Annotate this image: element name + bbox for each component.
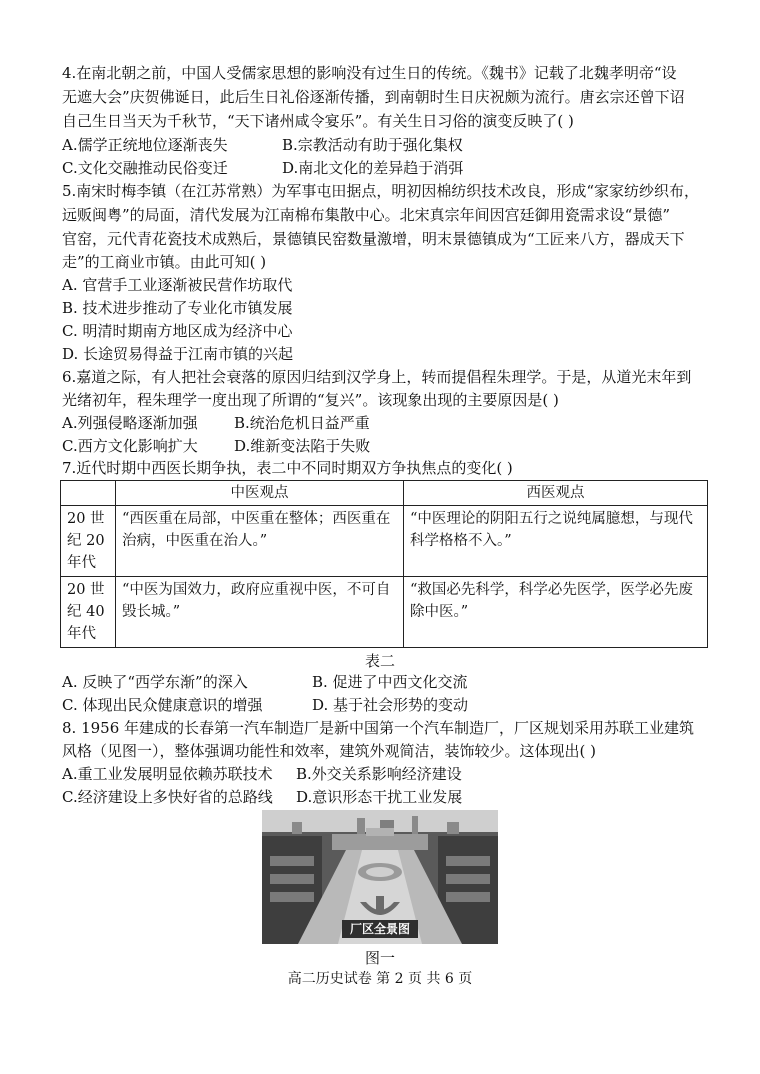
table-row — [61, 577, 708, 648]
table-2 — [60, 480, 708, 648]
q5-line-1: 5.南宋时梅李镇（在江苏常熟）为军事屯田据点，明初因棉纺织技术改良，形成“家家纺纱织布， — [62, 182, 699, 200]
q7-options-row-2 — [62, 696, 468, 714]
table-header-row — [61, 481, 708, 506]
q4-option-d: D.南北文化的差异趋于消弭 — [282, 159, 464, 177]
q4-options-row-2 — [62, 159, 463, 177]
table-zhongyi-cell: “西医重在局部，中医重在整体；西医重在治病，中医重在治人。” — [116, 506, 404, 577]
table-xiyi-cell: “中医理论的阴阳五行之说纯属臆想，与现代科学格格不入。” — [404, 506, 708, 577]
q5-option-a: A. 官营手工业逐渐被民营作坊取代 — [62, 276, 293, 294]
q4-line-3: 自己生日当天为千秋节，“天下诸州咸令宴乐”。有关生日习俗的演变反映了( ) — [62, 112, 574, 130]
q5-option-c: C. 明清时期南方地区成为经济中心 — [62, 322, 293, 340]
q5-option-b: B. 技术进步推动了专业化市镇发展 — [62, 299, 293, 317]
photo-label: 厂区全景图 — [349, 922, 410, 936]
table-xiyi-cell: “救国必先科学，科学必先医学，医学必先废除中医。” — [404, 577, 708, 648]
table-period-cell: 20 世纪 40 年代 — [61, 577, 116, 648]
q7-stem: 7.近代时期中西医长期争执，表二中不同时期双方争执焦点的变化( ) — [62, 459, 513, 477]
q6-option-b: B.统治危机日益严重 — [234, 414, 370, 432]
table-zhongyi-cell: “中医为国效力，政府应重视中医，不可自毁长城。” — [116, 577, 404, 648]
q7-option-b: B. 促进了中西文化交流 — [312, 673, 468, 691]
q4-line-1: 4.在南北朝之前，中国人受儒家思想的影响没有过生日的传统。《魏书》记载了北魏孝明帝“设 — [62, 64, 677, 82]
table-period-cell: 20 世纪 20 年代 — [61, 506, 116, 577]
q8-options-row-2 — [62, 788, 462, 806]
table-header-xiyi: 西医观点 — [404, 481, 708, 506]
q8-option-c: C.经济建设上多快好省的总路线 — [62, 788, 273, 806]
q8-line-1: 8. 1956 年建成的长春第一汽车制造厂是新中国第一个汽车制造厂，厂区规划采用苏联工业建筑 — [62, 719, 695, 737]
q6-option-c: C.西方文化影响扩大 — [62, 437, 198, 455]
q4-options-row-1 — [62, 136, 463, 154]
table-row — [61, 506, 708, 577]
q7-option-d: D. 基于社会形势的变动 — [312, 696, 469, 714]
q7-option-a: A. 反映了“西学东渐”的深入 — [62, 673, 248, 691]
q7-option-c: C. 体现出民众健康意识的增强 — [62, 696, 263, 714]
q6-line-2: 光绪初年，程朱理学一度出现了所谓的“复兴”。该现象出现的主要原因是( ) — [62, 391, 559, 409]
q7-options-row-1 — [62, 673, 468, 691]
q8-line-2: 风格（见图一），整体强调功能性和效率，建筑外观简洁，装饰较少。这体现出( ) — [62, 742, 596, 760]
table-header-blank — [61, 481, 116, 506]
q4-option-a: A.儒学正统地位逐渐丧失 — [62, 136, 228, 154]
q6-options-row-1 — [62, 414, 370, 432]
q5-option-d: D. 长途贸易得益于江南市镇的兴起 — [62, 345, 294, 363]
q4-line-2: 无遮大会”庆贺佛诞日，此后生日礼俗逐渐传播，到南朝时生日庆祝颇为流行。唐玄宗还曾下诏 — [62, 88, 685, 106]
q4-option-b: B.宗教活动有助于强化集权 — [282, 136, 463, 154]
q6-option-a: A.列强侵略逐渐加强 — [62, 414, 198, 432]
q5-line-4: 走”的工商业市镇。由此可知( ) — [62, 253, 267, 271]
q8-option-d: D.意识形态干扰工业发展 — [296, 788, 463, 806]
q8-options-row-1 — [62, 765, 462, 783]
q5-line-2: 远贩闽粤”的局面，清代发展为江南棉布集散中心。北宋真宗年间因宫廷御用瓷需求设“景德” — [62, 206, 671, 224]
q8-option-b: B.外交关系影响经济建设 — [296, 765, 462, 783]
q6-option-d: D.维新变法陷于失败 — [234, 437, 371, 455]
q8-option-a: A.重工业发展明显依赖苏联技术 — [62, 765, 273, 783]
table-header-zhongyi: 中医观点 — [116, 481, 404, 506]
table-caption: 表二 — [364, 652, 395, 670]
factory-panorama-photo — [262, 810, 498, 944]
q6-line-1: 6.嘉道之际，有人把社会衰落的原因归结到汉学身上，转而提倡程朱理学。于是，从道光末年到 — [62, 368, 692, 386]
figure-caption: 图一 — [364, 949, 395, 967]
page-footer: 高二历史试卷 第 2 页 共 6 页 — [287, 971, 473, 987]
q4-option-c: C.文化交融推动民俗变迁 — [62, 159, 228, 177]
q5-line-3: 官窑，元代青花瓷技术成熟后，景德镇民窑数量激增，明末景德镇成为“工匠来八方，器成天下 — [62, 230, 685, 248]
q6-options-row-2 — [62, 437, 370, 455]
